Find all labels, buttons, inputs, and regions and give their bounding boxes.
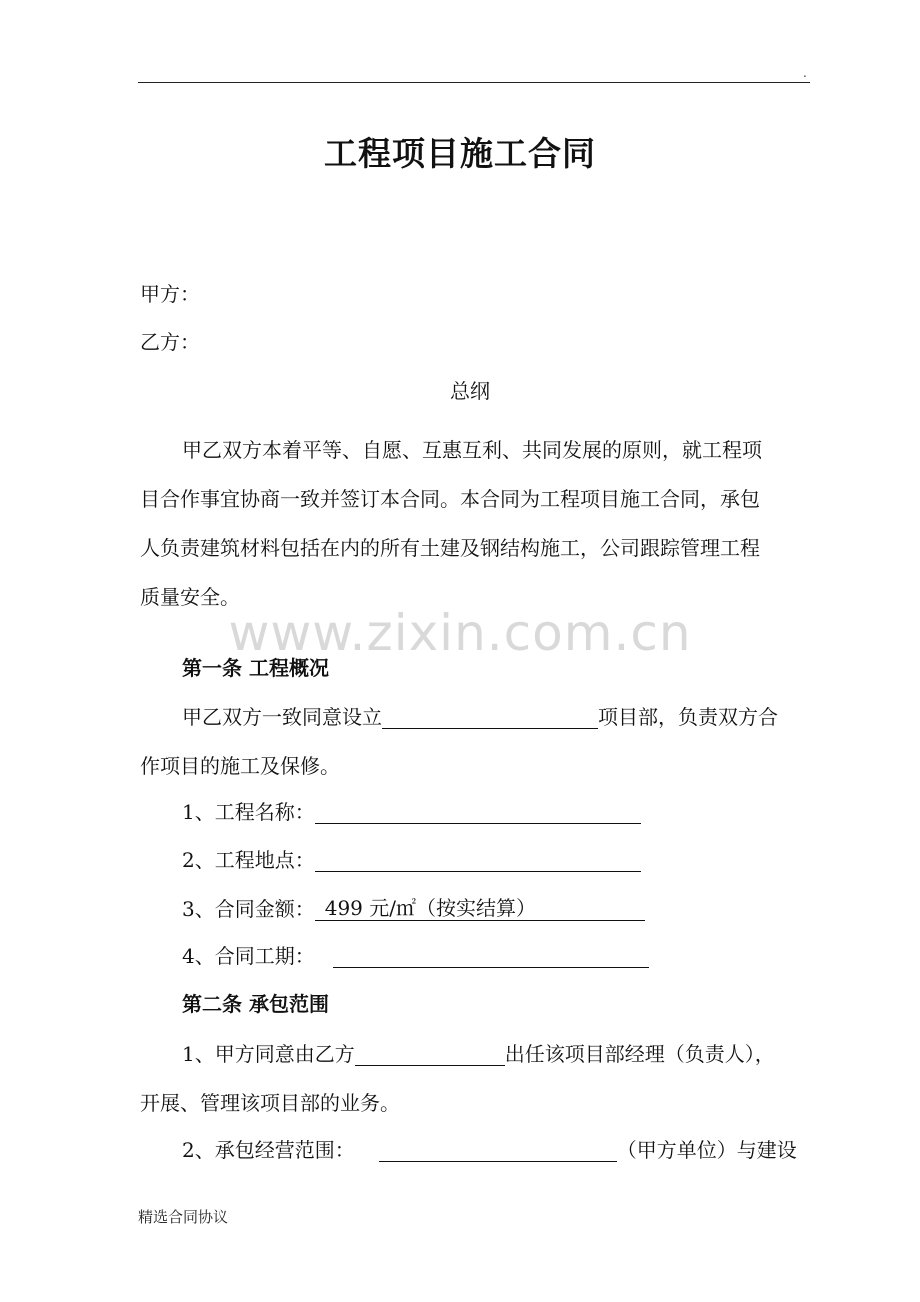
article1-intro [182, 705, 778, 729]
article2-item1-cont: 开展、管理该项目部的业务。 [140, 1091, 400, 1115]
footer-label: 精选合同协议 [138, 1208, 229, 1226]
project-name-row [182, 800, 641, 824]
party-a-label: 甲方： [140, 282, 200, 306]
article2-heading: 第二条 承包范围 [182, 992, 329, 1016]
contract-amount-value: 499 元/㎡（按实结算） [315, 896, 645, 921]
contract-period-row [182, 944, 649, 968]
project-location-label: 2、工程地点： [182, 848, 315, 872]
page-title: 工程项目施工合同 [324, 134, 596, 173]
contract-amount-label: 3、合同金额： [182, 897, 315, 921]
contract-amount-row [182, 896, 645, 921]
project-location-row [182, 848, 641, 872]
watermark: www.zixin.com.cn [228, 604, 692, 662]
project-dept-blank [382, 706, 598, 729]
article1-intro-text-after: 项目部，负责双方合 [598, 705, 778, 729]
article2-item2-text: 2、承包经营范围： [182, 1138, 355, 1162]
article2-item2-text-after: （甲方单位）与建设 [616, 1138, 797, 1162]
business-scope-blank [379, 1139, 617, 1162]
project-name-blank [315, 801, 641, 824]
header-rule [138, 82, 810, 83]
general-paragraph-line: 甲乙双方本着平等、自愿、互惠互利、共同发展的原则，就工程项 [182, 438, 762, 462]
contract-period-blank [333, 945, 649, 968]
general-paragraph-line: 质量安全。 [140, 585, 240, 609]
article1-intro-text: 甲乙双方一致同意设立 [182, 705, 382, 729]
article2-item1 [182, 1042, 775, 1066]
header-mark: . [803, 66, 807, 80]
manager-blank [355, 1043, 505, 1066]
article1-intro-cont: 作项目的施工及保修。 [140, 754, 340, 778]
project-name-label: 1、工程名称： [182, 800, 315, 824]
article2-item1-text-after: 出任该项目部经理（负责人）， [504, 1042, 775, 1066]
general-heading: 总纲 [450, 379, 490, 403]
project-location-blank [315, 849, 641, 872]
general-paragraph-line: 目合作事宜协商一致并签订本合同。本合同为工程项目施工合同，承包 [140, 487, 760, 511]
article2-item1-text: 1、甲方同意由乙方 [182, 1042, 355, 1066]
article1-heading: 第一条 工程概况 [182, 656, 329, 680]
contract-period-label: 4、合同工期： [182, 944, 315, 968]
party-b-label: 乙方： [140, 330, 200, 354]
article2-item2 [182, 1138, 797, 1162]
general-paragraph-line: 人负责建筑材料包括在内的所有土建及钢结构施工，公司跟踪管理工程 [140, 536, 760, 560]
